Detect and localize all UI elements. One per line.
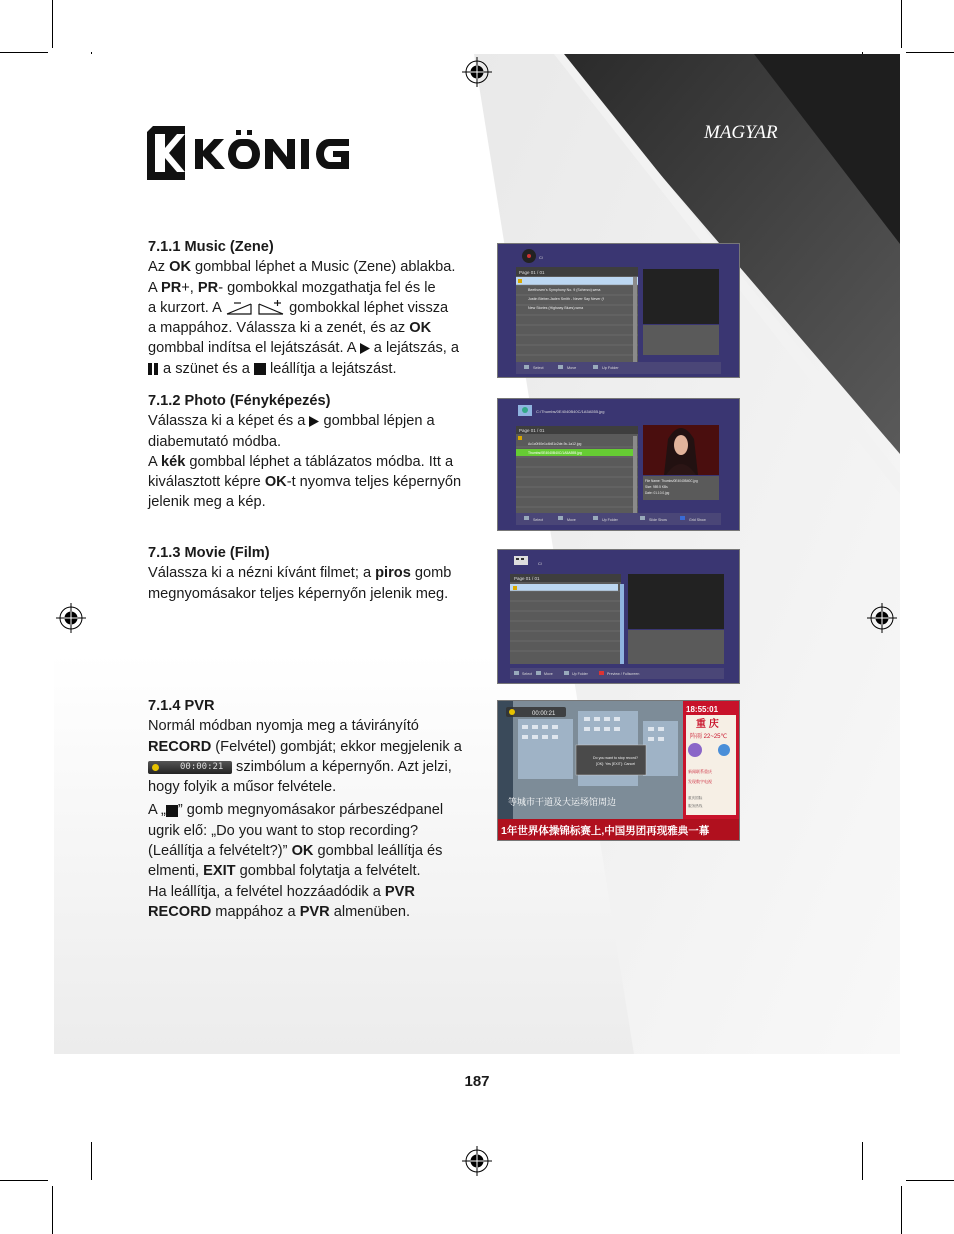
pvr-screenshot (497, 700, 740, 841)
text-run: Válassza ki a nézni kívánt filmet; a (148, 565, 376, 582)
text-run: a kurzort. A (148, 299, 226, 316)
registration-mark-icon (462, 57, 492, 87)
crop-mark (901, 0, 902, 48)
text-line (148, 800, 488, 820)
stop-dialog (576, 745, 646, 775)
text-run: A (148, 279, 161, 296)
bold-text: PR (160, 279, 182, 296)
text-run: gombbal léphet a Music (Zene) ablakba. (190, 259, 456, 276)
text-line (148, 757, 488, 777)
section-music (148, 237, 488, 379)
text-run: ” gomb megnyomásakor párbeszédpanel (177, 802, 444, 819)
photo-screenshot (497, 398, 740, 531)
pvr-side: 重庆国际 (688, 796, 703, 800)
text-run: gombokkal léphet vissza (285, 299, 449, 316)
text-run: gombbal folytatja a felvételt. (235, 863, 421, 880)
stop-icon (254, 361, 266, 377)
bold-text: PR (197, 279, 219, 296)
text-line (148, 278, 488, 298)
movie-path: C/ (538, 561, 542, 566)
photo-info: Date: 01.10.0.jpg (645, 491, 670, 495)
text-run: gomb (410, 565, 452, 582)
text-line (148, 318, 488, 338)
crop-mark (52, 0, 53, 48)
text-line (148, 472, 488, 492)
text-run: a szünet és a (159, 360, 254, 377)
footer-label: Move (567, 518, 576, 522)
text-run: leállítja a lejátszást. (265, 360, 397, 377)
pvr-ticker: 1年世界体操锦标赛上,中国男团再现雅典一幕 (501, 825, 710, 837)
section-body (148, 411, 488, 512)
text-line (148, 584, 488, 604)
section-pvr (148, 696, 488, 922)
music-screenshot (497, 243, 740, 378)
text-run: Válassza ki a képet és a (148, 413, 310, 430)
text-line (148, 841, 488, 861)
vol-up-icon (257, 300, 285, 316)
pvr-clock: 18:55:01 (686, 705, 719, 714)
text-line (148, 338, 488, 358)
text-line (148, 882, 488, 902)
text-line (148, 821, 488, 841)
language-label: MAGYAR (704, 122, 778, 143)
bold-text: OK (409, 320, 432, 337)
pvr-subtitle: 等城市干道及大运场馆周边 (508, 797, 617, 807)
footer-label: Move (567, 366, 577, 370)
text-line (148, 411, 488, 431)
photo-file: Thumbs/0E4040B40C/1A5A555.jpg (528, 451, 582, 455)
footer-label: Select (533, 518, 543, 522)
bold-text: PVR (384, 883, 415, 900)
rec-time: 00:00:21 (180, 761, 224, 772)
pvr-city: 重 庆 (696, 719, 719, 730)
bold-text: OK (291, 843, 314, 860)
rec-bar-icon (148, 761, 232, 774)
registration-mark-icon (56, 603, 86, 633)
text-run: (Leállítja a felvételt?)” (148, 843, 292, 860)
dialog-text: [OK]: Yes [EXIT]: Cancel (596, 762, 636, 766)
text-run: elmenti, (148, 863, 204, 880)
crop-mark (0, 52, 48, 53)
text-run: gombbal indítsa el lejátszását. A (148, 340, 360, 357)
text-run: jelenik meg a kép. (148, 494, 266, 511)
bold-text: piros (375, 565, 411, 582)
footer-label: Up Folder (602, 366, 619, 370)
text-run: kiválasztott képre (148, 474, 265, 491)
music-file: Beethoven's Symphony No. 9 (Scherzo).wma (528, 288, 601, 292)
section-movie (148, 543, 488, 604)
bold-text: RECORD (148, 903, 212, 920)
photo-info: Size: 989.5 KBs (645, 485, 668, 489)
crop-mark (91, 1142, 92, 1180)
text-run: megnyomásakor teljes képernyőn jelenik meg. (148, 585, 449, 602)
pvr-side: 服务热线 (688, 804, 703, 808)
dialog-text: Do you want to stop record? (593, 756, 638, 760)
text-run: diabemutató módba. (148, 433, 282, 450)
section-photo (148, 391, 488, 513)
section-body (148, 563, 488, 604)
text-run: +, (181, 279, 198, 296)
text-run: Az (148, 259, 170, 276)
section-title: 7.1.4 PVR (148, 698, 215, 714)
registration-mark-icon (462, 1146, 492, 1176)
rec-time: 00:00:21 (532, 711, 556, 717)
registration-mark-icon (867, 603, 897, 633)
text-run: (Felvétel) gombját; ekkor megjelenik a (211, 738, 462, 755)
crop-mark (0, 1180, 48, 1181)
footer-label: Grid Show (689, 518, 706, 522)
footer-label: Slide Show (649, 518, 667, 522)
bold-text: RECORD (148, 738, 212, 755)
music-file: Justin Bieber-Jaden Smith - Never Say Never (f (528, 297, 604, 301)
text-run: gombbal lépjen a (319, 413, 435, 430)
text-run: ugrik elő: „Do you want to stop recording? (148, 822, 419, 839)
bold-text: EXIT (203, 863, 236, 880)
text-line (148, 432, 488, 452)
footer-label: Select (522, 672, 532, 676)
section-body (148, 716, 488, 922)
music-file: New Stories (Highway Blues).wma (528, 306, 584, 310)
text-line (148, 452, 488, 472)
text-run: gombbal leállítja és (313, 843, 443, 860)
text-run: szimbólum a képernyőn. Azt jelzi, (232, 758, 452, 775)
film-icon (514, 556, 528, 565)
movie-page: Page 01 / 01 (514, 576, 540, 581)
text-run: A (148, 453, 161, 470)
section-body (148, 257, 488, 379)
text-run: hogy folyik a műsor felvétele. (148, 779, 337, 796)
crop-mark (52, 1186, 53, 1234)
footer-label: Up Folder (602, 518, 618, 522)
footer-label: Up Folder (572, 672, 588, 676)
pvr-weather: 阵雨 22~25℃ (690, 734, 728, 740)
text-run: Normál módban nyomja meg a távirányító (148, 718, 419, 735)
play-icon (360, 340, 370, 356)
text-run: A „ (148, 802, 166, 819)
movie-screenshot (497, 549, 740, 684)
text-run: - gombokkal mozgathatja fel és le (218, 279, 436, 296)
text-line (148, 902, 488, 922)
text-line (148, 777, 488, 797)
text-line (148, 716, 488, 736)
vol-down-icon (225, 300, 253, 316)
crop-mark (901, 1186, 902, 1234)
bold-text: kék (160, 453, 186, 470)
crop-mark (906, 52, 954, 53)
photo-file: Ac1c0f40e1c4b81c2de-9c-1a12.jpg (528, 442, 582, 446)
photo-page: Page 01 / 01 (519, 428, 545, 433)
photo-info: File Name: Thumbs/0E4040B40C.jpg (645, 479, 698, 483)
music-page: Page 01 / 01 (519, 270, 545, 275)
text-run: Ha leállítja, a felvétel hozzáadódik a (148, 883, 385, 900)
text-run: gombbal léphet a táblázatos módba. Itt a (185, 453, 454, 470)
footer-label: Move (544, 672, 553, 676)
bold-text: PVR (299, 903, 330, 920)
text-run: a lejátszás, a (369, 340, 459, 357)
text-line (148, 359, 488, 379)
text-run: a mappához. Válassza ki a zenét, és az (148, 320, 410, 337)
text-line (148, 492, 488, 512)
section-title: 7.1.3 Movie (Film) (148, 545, 270, 561)
footer-label: Select (533, 366, 544, 370)
text-line (148, 861, 488, 881)
text-line (148, 257, 488, 277)
text-line (148, 298, 488, 318)
footer-label: Preview / Fullscreen (607, 672, 640, 676)
pvr-side: 发现数字电视 (688, 779, 712, 784)
play-icon (309, 413, 319, 429)
stop-icon (166, 802, 178, 818)
text-run: mappához a (211, 903, 300, 920)
pvr-side: 新闻联系重庆 (688, 769, 712, 774)
text-line (148, 737, 488, 757)
pause-icon (148, 361, 159, 377)
konig-logo (147, 126, 357, 182)
section-title: 7.1.2 Photo (Fényképezés) (148, 393, 331, 409)
bold-text: OK (264, 474, 287, 491)
crop-mark (906, 1180, 954, 1181)
photo-path: C:/Thumbs/0E4040B40C/1A5A555.jpg (536, 409, 605, 414)
music-path: C/ (539, 255, 543, 260)
text-line (148, 563, 488, 583)
text-run: -t nyomva teljes képernyőn (286, 474, 462, 491)
text-run: almenüben. (329, 903, 411, 920)
section-title: 7.1.1 Music (Zene) (148, 239, 274, 255)
crop-mark (862, 1142, 863, 1180)
page-number: 187 (464, 1073, 490, 1090)
bold-text: OK (169, 259, 191, 276)
